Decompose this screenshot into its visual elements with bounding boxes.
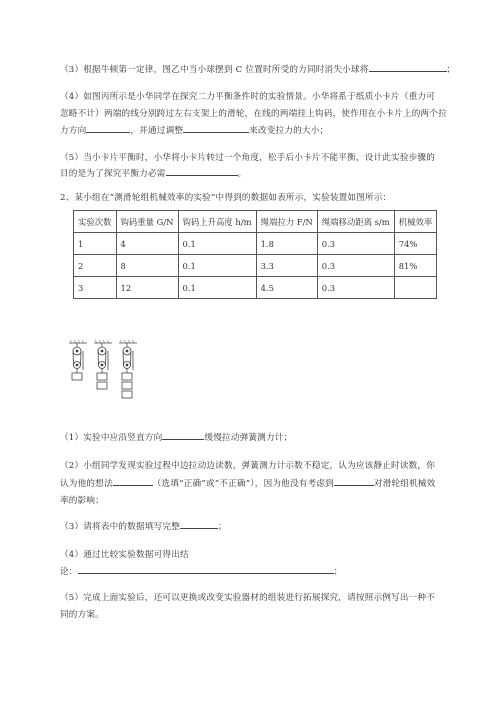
table-header-row [74,211,437,233]
punct: ； [446,65,456,75]
table-cell: 4 [116,233,178,255]
punct: 。 [237,169,247,179]
table-cell: 2 [74,255,117,277]
q2-s1-text: （1）实验中应沿竖直方向 [60,433,163,443]
table-cell: 0.3 [317,277,394,299]
q2-s2-text: 认为他的想法 [60,479,113,489]
table-cell: 4.5 [256,277,317,299]
table-header-cell: 钩码上升高度 h/m [178,211,256,233]
q1-p4-text: ，并通过调整 [130,126,184,136]
table-cell: 0.1 [178,277,256,299]
q2-intro: 2、某小组在“测滑轮组机械效率的实验”中得到的数据如表所示，实验装置如图所示： [60,193,392,203]
q2-s1-text: 缓慢拉动弹簧测力计； [204,433,293,443]
table-header-cell: 机械效率 [394,211,437,233]
q1-p3-text: （3）根据牛顿第一定律，图乙中当小球摆到 C 位置时所受的力同时消失小球将 [60,65,369,75]
table-cell: 1 [74,233,117,255]
q2-s1 [60,428,470,448]
table-row [74,277,437,299]
answer-blank[interactable] [113,476,153,486]
pulley-apparatus-figure [67,340,142,400]
q2-s2-text: （选填“正确”或“不正确”），因为他没有考虑到 [152,479,334,489]
table-cell: 1.8 [256,233,317,255]
q2-s4-line2 [60,562,470,582]
answer-blank[interactable] [334,476,374,486]
answer-blank[interactable] [369,62,447,72]
answer-blank[interactable] [86,123,130,133]
answer-blank[interactable] [183,123,249,133]
answer-blank[interactable] [162,430,204,440]
q2-s2-line3: 率的影响； [60,496,104,506]
table-cell: 81% [394,255,437,277]
table-cell[interactable] [394,277,437,299]
table-cell: 12 [116,277,178,299]
q1-p4-line1: （4）如图丙所示是小华同学在探究二力平衡条件时的实验情景。小华将系于纸质小卡片（重力可 [60,92,436,102]
data-table [73,210,437,299]
q1-p5-line1: （5）当小卡片平衡时，小华将小卡片转过一个角度，松手后小卡片不能平衡，设计此实验步骤的 [60,153,436,163]
q2-s4-text: 论： [60,567,78,577]
q1-p3 [60,60,470,80]
punct: ； [333,567,343,577]
punct: ； [218,522,227,532]
table-cell: 74% [394,233,437,255]
table-cell: 0.1 [178,255,256,277]
table-cell: 0.3 [317,233,394,255]
table-header-cell: 钩码重量 G/N [116,211,178,233]
q1-p4-line2: 忽略不计）两端的线分别跨过左右支架上的滑轮，在线的两端挂上钩码，使作用在小卡片上的两个拉 [60,109,447,119]
table-row [74,233,437,255]
q2-s2-text: 对滑轮组机械效 [373,479,436,489]
q1-p5-text: 目的是为了探究平衡力必需 [60,169,166,179]
q2-s5-line1: （5）完成上面实验后，还可以更换或改变实验器材的组装进行拓展探究，请按照示例写出一种不 [60,593,436,603]
table-header-cell: 实验次数 [74,211,117,233]
q2-s3-text: （3）请将表中的数据填写完整 [60,522,180,532]
answer-blank[interactable] [180,519,218,529]
table-cell: 0.3 [317,255,394,277]
table-header-cell: 绳端移动距离 s/m [317,211,394,233]
q2-s5-line2: 同的方案。 [60,610,104,620]
table-row [74,255,437,277]
table-cell: 3.3 [256,255,317,277]
table-cell: 0.1 [178,233,256,255]
q2-s4-line1: （4）通过比较实验数据可得出结 [60,550,189,560]
answer-blank[interactable] [166,166,238,176]
q1-p4-line3 [60,121,470,141]
q2-s2-line1: （2）小组同学发现实验过程中边拉动边读数，弹簧测力计示数不稳定，认为应该静止时读数，你 [60,461,436,471]
q2-s3 [60,517,470,537]
table-cell: 3 [74,277,117,299]
q1-p5-line2 [60,164,470,184]
answer-blank[interactable] [78,564,334,574]
table-cell: 8 [116,255,178,277]
q1-p4-text: 力方向 [60,126,87,136]
q1-p4-text: 来改变拉力的大小； [249,126,329,136]
table-header-cell: 绳端拉力 F/N [256,211,317,233]
